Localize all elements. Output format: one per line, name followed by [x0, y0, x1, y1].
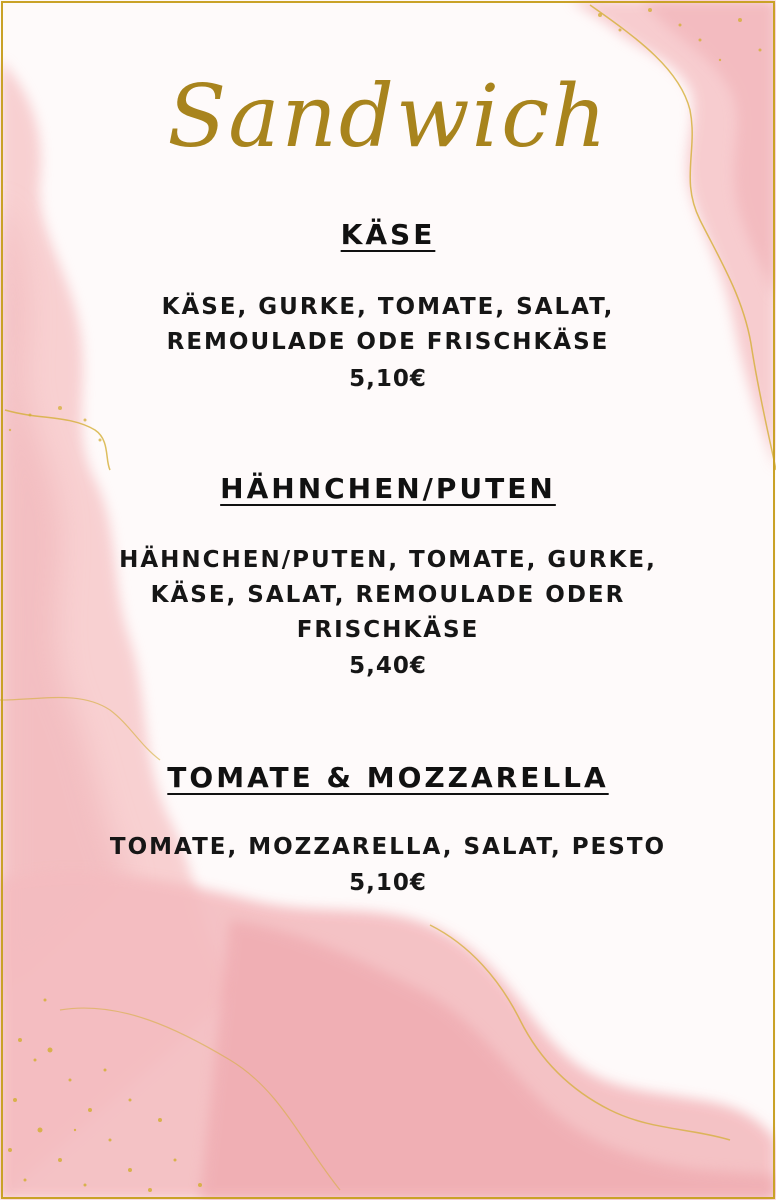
item-description-tomate-mozzarella: TOMATE, MOZZARELLA, SALAT, PESTO — [109, 834, 667, 860]
item-heading-text: KÄSE — [340, 218, 436, 251]
item-price-tomate-mozzarella: 5,10€ — [349, 870, 427, 896]
item-price-kaese: 5,10€ — [349, 366, 427, 392]
menu-title: Sandwich — [167, 67, 609, 167]
item-heading-text: HÄHNCHEN/PUTEN — [220, 472, 556, 505]
item-description-haehnchen: HÄHNCHEN/PUTEN, TOMATE, GURKE, KÄSE, SALAT, REMOULADE ODER FRISCHKÄSE — [119, 547, 657, 643]
item-heading-tomate-mozzarella — [0, 761, 776, 794]
item-heading-kaese — [0, 218, 776, 251]
item-price-haehnchen: 5,40€ — [349, 653, 427, 679]
item-description-kaese: KÄSE, GURKE, TOMATE, SALAT, REMOULADE ODE FRISCHKÄSE — [161, 294, 615, 355]
item-heading-haehnchen — [0, 472, 776, 505]
item-heading-text: TOMATE & MOZZARELLA — [167, 761, 609, 794]
